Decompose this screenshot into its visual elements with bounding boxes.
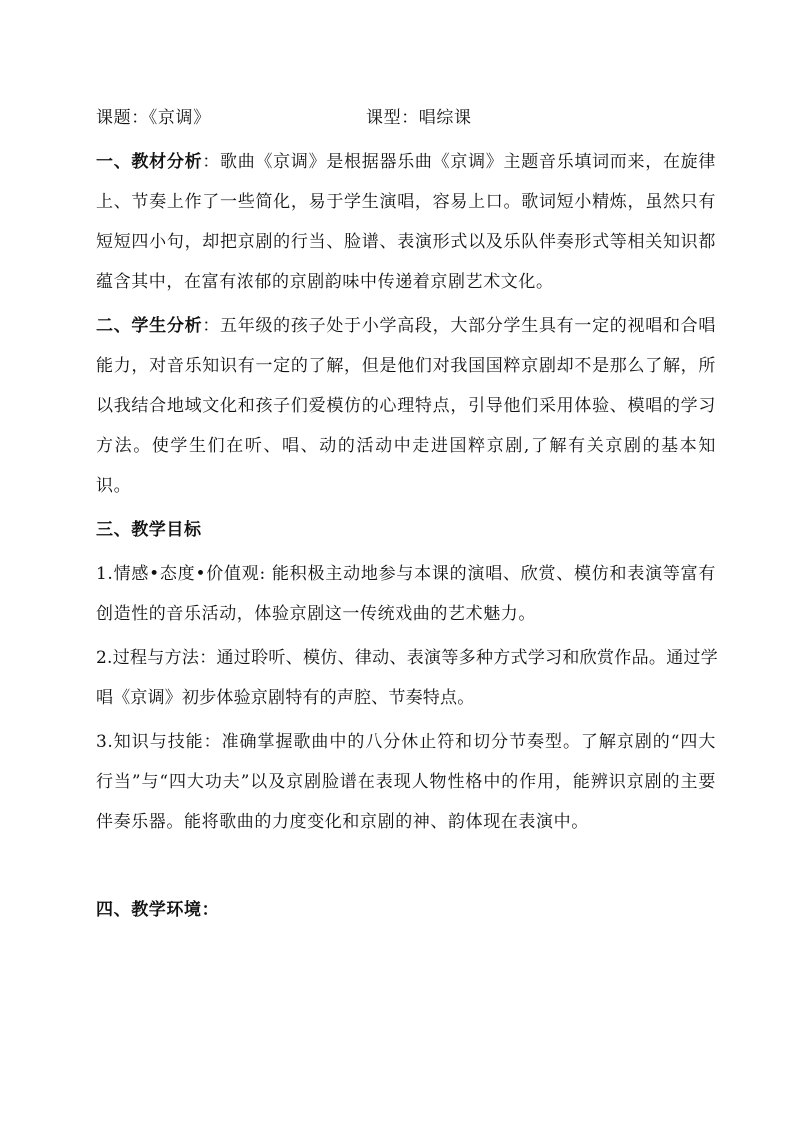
material-analysis-text: ：歌曲《京调》是根据器乐曲《京调》主题音乐填词而来，在旋律上、节奏上作了一些简化，易于学生演唱，容易上口。歌词短小精炼，虽然只有短短四小句，却把京剧的行当、脸谱、表演形式以及乐队伴奏形式等相关知识都蕴含其中，在富有浓郁的京剧韵味中传递着京剧艺术文化。	[96, 152, 716, 292]
goal-item-process: 2.过程与方法：通过聆听、模仿、律动、表演等多种方式学习和欣赏作品。通过学唱《京调》初步体验京剧特有的声腔、节奏特点。	[96, 648, 718, 708]
goal-item-emotion: 1.情感•态度•价值观: 能积极主动地参与本课的演唱、欣赏、模仿和表演等富有创造性的音乐活动，体验京剧这一传统戏曲的艺术魅力。	[96, 564, 716, 624]
material-analysis-paragraph	[96, 142, 716, 302]
student-analysis-heading: 二、学生分析	[96, 316, 203, 336]
student-analysis-paragraph	[96, 306, 716, 506]
lesson-title: 课题：《京调》	[96, 108, 211, 128]
lesson-header	[96, 98, 716, 138]
lesson-type: 课型：唱综课	[366, 108, 472, 128]
teaching-environment-heading: 四、教学环境：	[96, 900, 220, 920]
material-analysis-heading: 一、教材分析	[96, 152, 203, 172]
spacer	[96, 846, 716, 890]
student-analysis-text: ：五年级的孩子处于小学高段，大部分学生具有一定的视唱和合唱能力，对音乐知识有一定的了解，但是他们对我国国粹京剧却不是那么了解，所以我结合地域文化和孩子们爱模仿的心理特点，引导他们采用体验、模唱的学习方法。使学生们在听、唱、动的活动中走进国粹京剧,了解有关京剧的基本知识。	[96, 316, 716, 496]
goal-item-knowledge: 3.知识与技能：准确掌握歌曲中的八分休止符和切分节奏型。了解京剧的“四大行当”与“四大功夫”以及京剧脸谱在表现人物性格中的作用，能辨识京剧的主要伴奏乐器。能将歌曲的力度变化和京剧的神、韵体现在表演中。	[96, 732, 716, 832]
document-body	[96, 98, 716, 934]
teaching-goals-heading: 三、教学目标	[96, 520, 202, 540]
